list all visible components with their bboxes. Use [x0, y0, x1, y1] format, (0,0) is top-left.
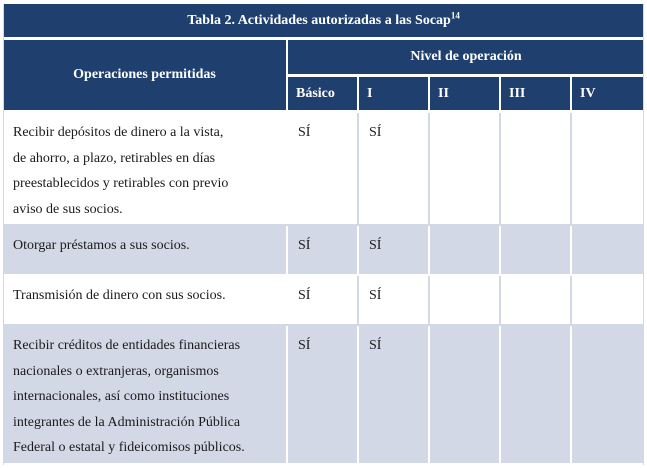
table-row — [3, 225, 644, 275]
table-title — [3, 4, 644, 39]
level-header-iii: III — [500, 76, 571, 111]
operations-header: Operaciones permitidas — [3, 39, 287, 111]
value-cell-i: SÍ — [358, 275, 429, 325]
operation-line: Transmisión de dinero con sus socios. — [13, 288, 226, 303]
title-footnote: 14 — [450, 9, 460, 20]
level-group-header: Nivel de operación — [287, 39, 644, 76]
table-row — [3, 325, 644, 464]
operation-cell — [3, 113, 287, 225]
value-cell-iii — [500, 325, 571, 464]
operation-line: integrantes de la Administración Pública — [13, 414, 241, 430]
value-cell-iv — [571, 113, 644, 225]
value-cell-basico: SÍ — [287, 275, 358, 325]
table-title-text: Tabla 2. Actividades autorizadas a las Socap — [187, 12, 451, 28]
value-cell-ii — [429, 113, 500, 225]
table-row — [3, 275, 644, 325]
operation-line: aviso de sus socios. — [13, 201, 123, 217]
value-cell-basico: SÍ — [287, 225, 358, 275]
value-cell-basico: SÍ — [287, 113, 358, 225]
level-header-i: I — [358, 76, 429, 111]
operation-line: Federal o estatal y fideicomisos públicos. — [13, 440, 245, 455]
value-cell-iii — [500, 113, 571, 225]
operation-line: de ahorro, a plazo, retirables en días — [13, 150, 216, 166]
value-cell-basico: SÍ — [287, 325, 358, 464]
operation-line: internacionales, así como instituciones — [13, 389, 230, 404]
value-cell-ii — [429, 275, 500, 325]
operation-line: preestablecidos y retirables con previo — [13, 176, 229, 191]
value-cell-iv — [571, 275, 644, 325]
value-cell-iv — [571, 225, 644, 275]
value-cell-i: SÍ — [358, 225, 429, 275]
operation-line: Recibir créditos de entidades financieras — [13, 338, 241, 353]
value-cell-i: SÍ — [358, 113, 429, 225]
activities-table — [3, 4, 644, 465]
value-cell-ii — [429, 225, 500, 275]
value-cell-i: SÍ — [358, 325, 429, 464]
value-cell-iv — [571, 325, 644, 464]
value-cell-iii — [500, 275, 571, 325]
table-row — [3, 113, 644, 225]
level-header-basico: Básico — [287, 76, 358, 111]
level-header-iv: IV — [571, 76, 644, 111]
operation-line: Otorgar préstamos a sus socios. — [13, 238, 190, 253]
value-cell-iii — [500, 225, 571, 275]
level-header-ii: II — [429, 76, 500, 111]
operation-cell — [3, 275, 287, 325]
operation-cell — [3, 225, 287, 275]
operation-line: nacionales o extranjeras, organismos — [13, 363, 219, 379]
operation-cell — [3, 325, 287, 464]
operation-line: Recibir depósitos de dinero a la vista, — [13, 125, 224, 140]
value-cell-ii — [429, 325, 500, 464]
